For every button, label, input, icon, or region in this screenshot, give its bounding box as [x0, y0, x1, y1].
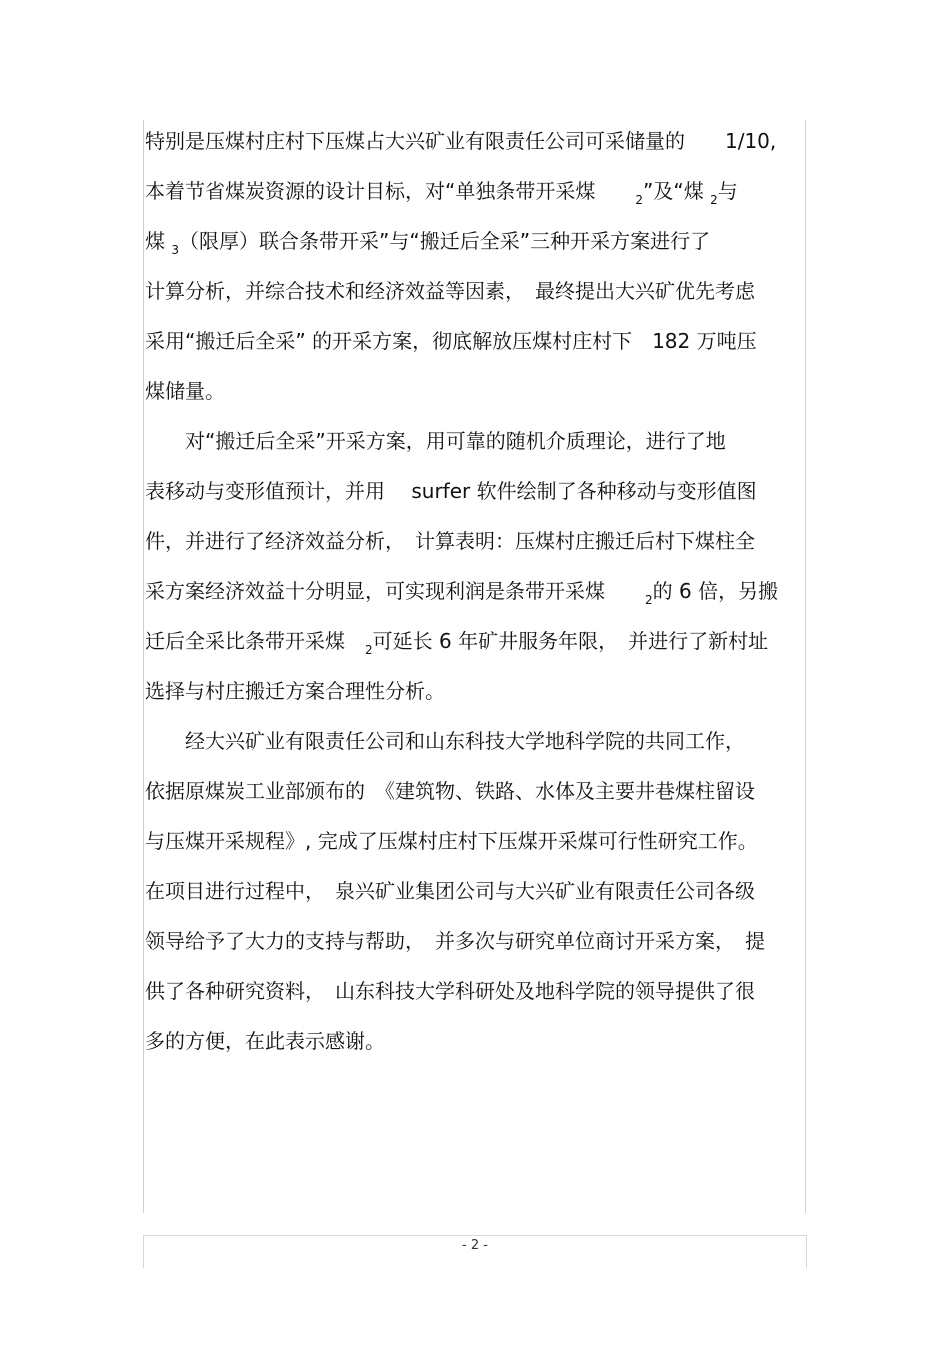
text-line: 本着节省煤炭资源的设计目标，对“单独条带开采煤 $_2$”及“煤 $_2$与 — [145, 179, 738, 207]
text-line: 煤 $_3$（限厚）联合条带开采”与“搬迁后全采”三种开采方案进行了 — [145, 229, 711, 257]
text-line: 与压煤开采规程》, 完成了压煤村庄村下压煤开采煤可行性研究工作。 — [145, 829, 758, 853]
text-line: 煤储量。 — [145, 379, 225, 403]
text-line: 多的方便，在此表示感谢。 — [145, 1029, 385, 1053]
text-line: 采用“搬迁后全采” 的开采方案，彻底解放压煤村庄村下 182 万吨压 — [145, 329, 757, 353]
page-number: - 2 - — [462, 1238, 488, 1253]
text-line: 采方案经济效益十分明显，可实现利润是条带开采煤 $_2$的 6 倍，另搬 — [145, 579, 779, 607]
text-line: 经大兴矿业有限责任公司和山东科技大学地科学院的共同工作， — [145, 729, 745, 753]
text-line: 在项目进行过程中， 泉兴矿业集团公司与大兴矿业有限责任公司各级 — [145, 879, 755, 903]
text-line: 依据原煤炭工业部颁布的 《建筑物、铁路、水体及主要井巷煤柱留设 — [145, 779, 755, 803]
text-line: 选择与村庄搬迁方案合理性分析。 — [145, 679, 445, 703]
text-line: 领导给予了大力的支持与帮助， 并多次与研究单位商讨开采方案， 提 — [145, 929, 765, 953]
text-line: 对“搬迁后全采”开采方案，用可靠的随机介质理论，进行了地 — [145, 429, 726, 453]
text-line: 计算分析，并综合技术和经济效益等因素， 最终提出大兴矿优先考虑 — [145, 279, 755, 303]
text-line: 件，并进行了经济效益分析， 计算表明：压煤村庄搬迁后村下煤柱全 — [145, 529, 755, 553]
page-frame-right — [805, 120, 806, 1213]
text-line: 表移动与变形值预计，并用 surfer 软件绘制了各种移动与变形值图 — [145, 479, 757, 503]
page-frame-left — [143, 120, 144, 1213]
text-line: 特别是压煤村庄村下压煤占大兴矿业有限责任公司可采储量的 1/10, — [145, 129, 777, 153]
text-line: 供了各种研究资料， 山东科技大学科研处及地科学院的领导提供了很 — [145, 979, 755, 1003]
text-line: 迁后全采比条带开采煤 $_2$可延长 6 年矿井服务年限， 并进行了新村址 — [145, 629, 769, 657]
